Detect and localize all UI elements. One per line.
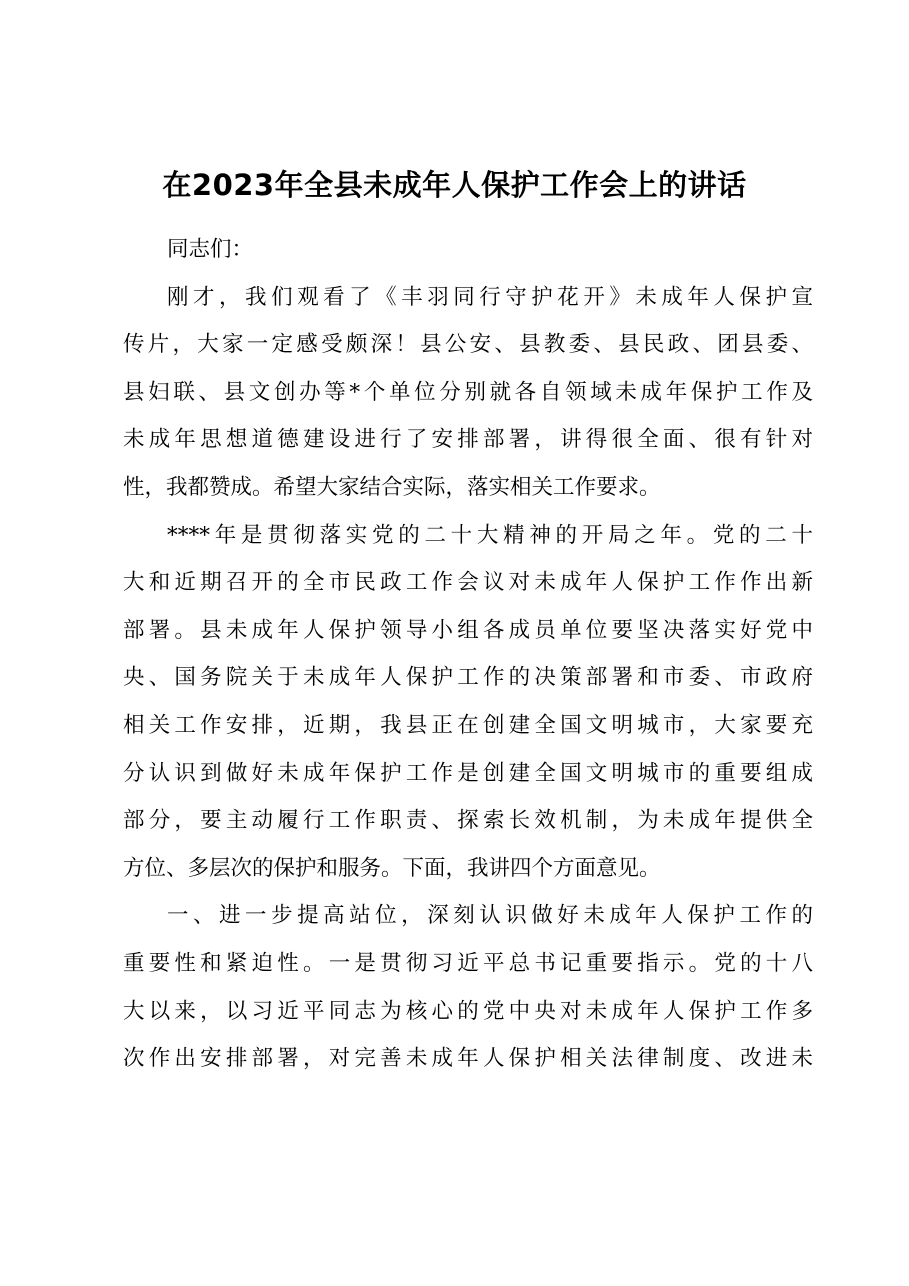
paragraph-3-line-2: 重要性和紧迫性。一是贯彻习近平总书记重要指示。党的十八 [123, 950, 813, 976]
paragraph-2-line-5: 相关工作安排，近期，我县正在创建全国文明城市，大家要充 [123, 712, 813, 738]
paragraph-1-line-2: 传片，大家一定感受颇深！县公安、县教委、县民政、团县委、 [123, 332, 813, 358]
paragraph-2-line-1: ****年是贯彻落实党的二十大精神的开局之年。党的二十 [167, 522, 813, 548]
paragraph-1-line-1: 刚才，我们观看了《丰羽同行守护花开》未成年人保护宣 [167, 284, 813, 310]
paragraph-2-line-3: 部署。县未成年人保护领导小组各成员单位要坚决落实好党中 [123, 617, 813, 643]
paragraph-1-line-4: 未成年思想道德建设进行了安排部署，讲得很全面、很有针对 [123, 427, 813, 453]
paragraph-1-line-5: 性，我都赞成。希望大家结合实际，落实相关工作要求。 [123, 474, 661, 500]
paragraph-2-line-7: 部分，要主动履行工作职责、探索长效机制，为未成年提供全 [123, 808, 813, 834]
paragraph-3-line-1: 一、进一步提高站位，深刻认识做好未成年人保护工作的 [167, 903, 813, 929]
paragraph-2-line-4: 央、国务院关于未成年人保护工作的决策部署和市委、市政府 [123, 665, 813, 691]
paragraph-3-line-3: 大以来，以习近平同志为核心的党中央对未成年人保护工作多 [123, 998, 813, 1024]
salutation-line: 同志们： [167, 237, 254, 262]
paragraph-1-line-3: 县妇联、县文创办等*个单位分别就各自领域未成年保护工作及 [123, 379, 813, 405]
paragraph-3-line-4: 次作出安排部署，对完善未成年人保护相关法律制度、改进未 [123, 1046, 813, 1072]
paragraph-2-line-2: 大和近期召开的全市民政工作会议对未成年人保护工作作出新 [123, 570, 813, 596]
document-title: 在2023年全县未成年人保护工作会上的讲话 [162, 168, 747, 202]
paragraph-2-line-6: 分认识到做好未成年保护工作是创建全国文明城市的重要组成 [123, 760, 813, 786]
speech-body [123, 226, 813, 1083]
paragraph-2-line-8: 方位、多层次的保护和服务。下面，我讲四个方面意见。 [123, 855, 661, 881]
